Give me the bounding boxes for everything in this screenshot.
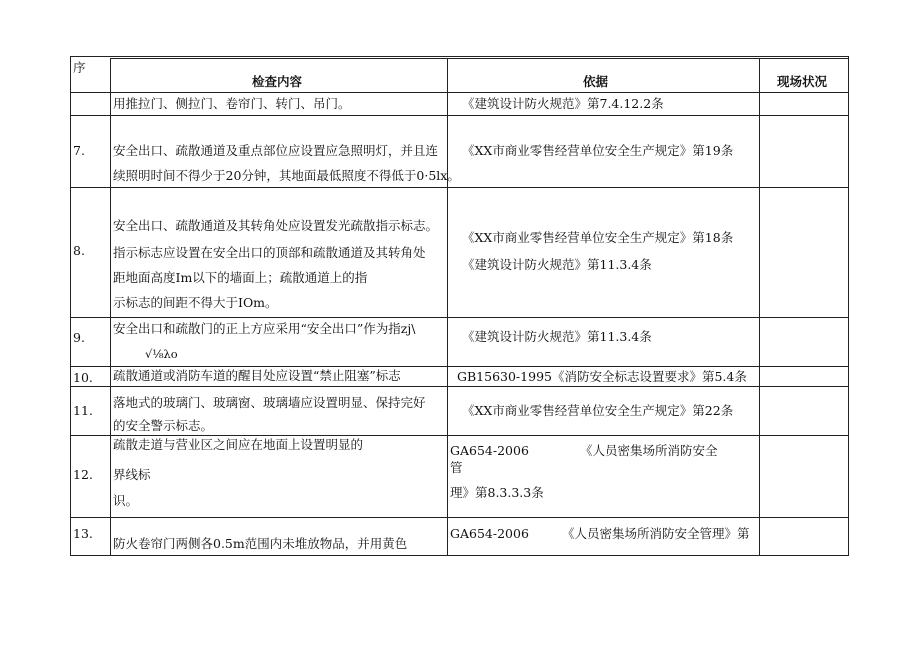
row-basis-line: 理》第8.3.3.3条 bbox=[450, 485, 544, 500]
row-number: 12. bbox=[73, 467, 93, 482]
row-basis-line: 《XX市商业零售经营单位安全生产规定》第18条 bbox=[462, 230, 734, 245]
row-basis-line: 管 bbox=[450, 460, 463, 475]
row-content-line: 疏散走道与营业区之间应在地面上设置明显的 bbox=[113, 437, 364, 452]
row-basis-line: 《建筑设计防火规范》第11.3.4条 bbox=[462, 257, 652, 272]
row-number: 10. bbox=[73, 370, 93, 385]
row-number: 7. bbox=[73, 143, 85, 158]
row-content-line: 安全出口、疏散通道及其转角处应设置发光疏散指示标志。 bbox=[113, 218, 439, 233]
row-content-line: 落地式的玻璃门、玻璃窗、玻璃墙应设置明显、保持完好 bbox=[113, 395, 426, 410]
row-content-line: 防火卷帘门两侧各0.5m范围内未堆放物品，并用黄色 bbox=[113, 536, 408, 551]
row-content-line: 的安全警示标志。 bbox=[113, 418, 214, 433]
row-number: 9. bbox=[73, 330, 85, 345]
row-content-line: 指示标志应设置在安全出口的顶部和疏散通道及其转角处 bbox=[113, 245, 426, 260]
row-basis-line: GA654-2006 bbox=[450, 526, 529, 541]
row-content-line: √⅛λo bbox=[145, 347, 178, 361]
row-content-line: 界线标 bbox=[113, 467, 151, 482]
row-basis-line: 《人员密集场所消防安全管理》第 bbox=[562, 526, 750, 541]
row-basis-line: GB15630-1995《消防安全标志设置要求》第5.4条 bbox=[457, 369, 747, 384]
row-number: 8. bbox=[73, 243, 85, 258]
header-content: 检查内容 bbox=[252, 74, 303, 89]
row-basis-line: 《XX市商业零售经营单位安全生产规定》第19条 bbox=[462, 143, 734, 158]
row-content-line: 疏散通道或消防车道的醒目处应设置“禁止阻塞”标志 bbox=[113, 368, 401, 383]
header-basis: 依据 bbox=[583, 74, 609, 89]
row-content-line: 示标志的间距不得大于IOm。 bbox=[113, 295, 278, 310]
row-content-line: 用推拉门、侧拉门、卷帘门、转门、吊门。 bbox=[113, 96, 351, 111]
row-content-line: 距地面高度Im以下的墙面上；疏散通道上的指 bbox=[113, 270, 368, 285]
row-content-line: 续照明时间不得少于20分钟，其地面最低照度不得低于0·5lx。 bbox=[113, 168, 460, 183]
row-basis-line: 《XX市商业零售经营单位安全生产规定》第22条 bbox=[462, 403, 734, 418]
row-basis-line: 《人员密集场所消防安全 bbox=[580, 443, 718, 458]
row-number: 11. bbox=[73, 403, 93, 418]
row-number: 13. bbox=[73, 526, 93, 541]
row-basis-line: GA654-2006 bbox=[450, 443, 529, 458]
row-content-line: 安全出口、疏散通道及重点部位应设置应急照明灯，并且连 bbox=[113, 143, 439, 158]
row-basis-line: 《建筑设计防火规范》第11.3.4条 bbox=[462, 329, 652, 344]
row-content-line: 识。 bbox=[113, 493, 139, 508]
header-seq: 序 bbox=[73, 60, 86, 75]
row-basis-line: 《建筑设计防火规范》第7.4.12.2条 bbox=[462, 96, 664, 111]
header-status: 现场状况 bbox=[777, 74, 828, 89]
row-content-line: 安全出口和疏散门的正上方应采用“安全出口”作为指zj\ bbox=[113, 321, 416, 336]
